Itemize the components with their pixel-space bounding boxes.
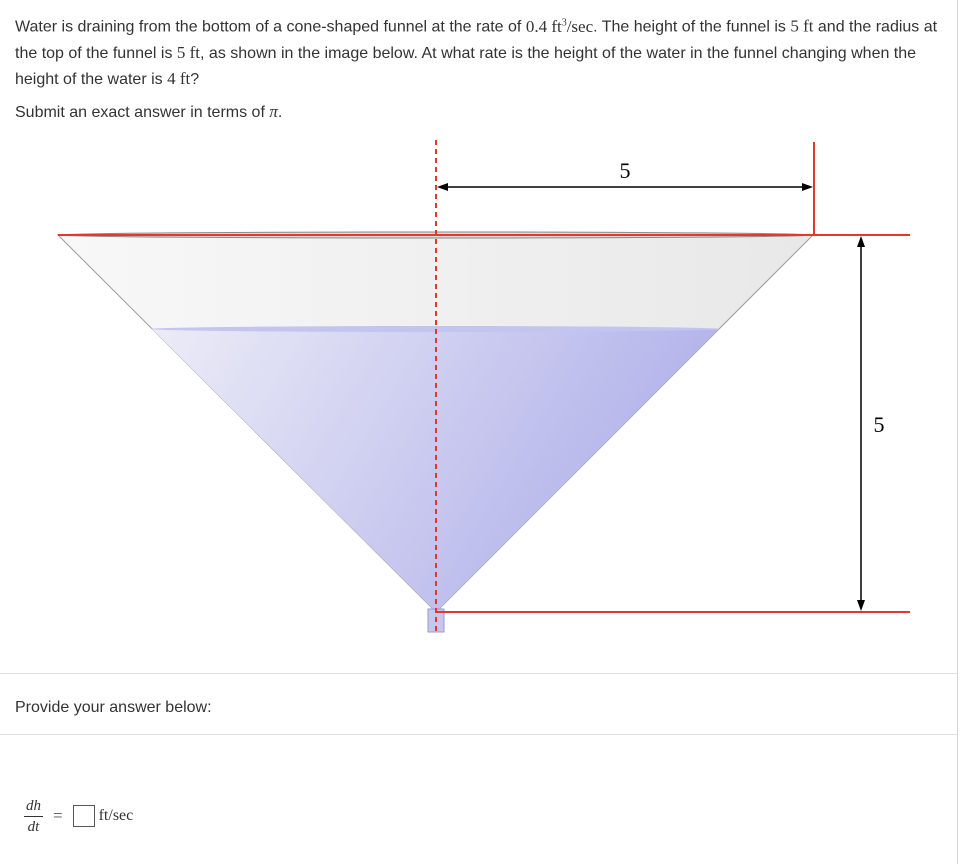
radius-arrowhead-left bbox=[437, 183, 448, 191]
derivative-denominator: dt bbox=[27, 818, 40, 835]
answer-unit: ft/sec bbox=[98, 807, 134, 824]
instruction-text: Submit an exact answer in terms of π. bbox=[15, 102, 283, 121]
section-divider-top bbox=[0, 673, 957, 674]
question-part-4: , as shown in the image below. At what rate is the height of the water in the funnel changing when the height of the water is bbox=[15, 44, 917, 88]
question-part-1: Water is draining from the bottom of a cone-shaped funnel at the rate of bbox=[15, 18, 526, 36]
question-part-5: ? bbox=[190, 70, 200, 88]
pi-symbol: π bbox=[269, 102, 278, 121]
question-part-3: and the radius at the top of the funnel is bbox=[15, 18, 938, 62]
funnel-diagram bbox=[0, 130, 960, 650]
height-arrowhead-top bbox=[857, 236, 865, 247]
equals-sign: = bbox=[53, 806, 63, 825]
section-divider-bottom bbox=[0, 734, 957, 735]
question-text bbox=[15, 10, 945, 92]
water-volume bbox=[152, 329, 719, 612]
radius-value: 5 ft bbox=[176, 42, 201, 62]
derivative-fraction bbox=[24, 798, 43, 835]
derivative-numerator: dh bbox=[24, 798, 43, 817]
radius-label: 5 bbox=[619, 158, 631, 183]
height-label: 5 bbox=[873, 412, 885, 437]
answer-prompt: Provide your answer below: bbox=[15, 699, 212, 716]
height-arrowhead-bottom bbox=[857, 600, 865, 611]
answer-row bbox=[24, 796, 133, 836]
height-value: 5 ft bbox=[790, 16, 814, 36]
radius-arrowhead-right bbox=[802, 183, 813, 191]
water-height-value: 4 ft bbox=[167, 68, 191, 88]
rate-value: 0.4 $ft^3/\sec$ bbox=[525, 16, 594, 36]
question-part-2: . The height of the funnel is bbox=[593, 18, 791, 36]
answer-input[interactable] bbox=[73, 805, 95, 827]
